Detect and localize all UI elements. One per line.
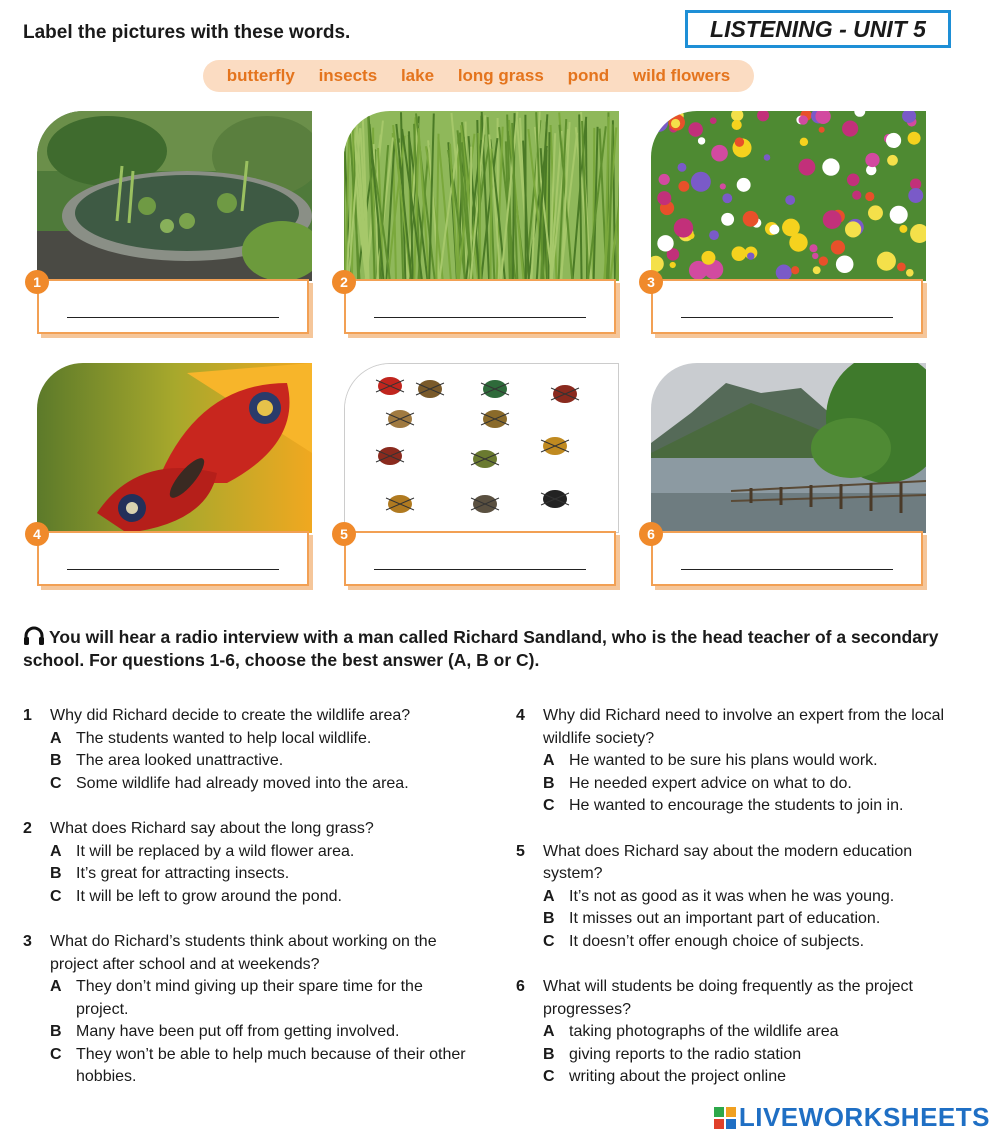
picture-number: 4 xyxy=(25,522,49,546)
option-letter: B xyxy=(50,865,62,882)
picture-number: 3 xyxy=(639,270,663,294)
option-text: The students wanted to help local wildlife. xyxy=(76,729,372,747)
question-1 xyxy=(23,705,493,795)
option[interactable] xyxy=(23,1044,473,1089)
picture-number: 1 xyxy=(25,270,49,294)
option[interactable] xyxy=(516,1066,936,1089)
picture-card-3 xyxy=(647,111,926,336)
option-text: They won’t be able to help much because of their other hobbies. xyxy=(76,1045,466,1085)
question-number: 3 xyxy=(23,933,32,950)
option[interactable] xyxy=(516,1044,936,1067)
picture-card-5 xyxy=(340,363,619,588)
option[interactable] xyxy=(23,750,493,773)
picture-card-6 xyxy=(647,363,926,588)
word-bank-item: long grass xyxy=(457,66,544,85)
option-text: Some wildlife had already moved into the area. xyxy=(76,774,409,792)
question-text: What do Richard’s students think about working on the project after school and at weekends? xyxy=(50,933,437,973)
option-letter: C xyxy=(50,1045,62,1063)
question-2 xyxy=(23,818,493,908)
question-text: What does Richard say about the long grass? xyxy=(50,820,374,837)
option-text: It will be left to grow around the pond. xyxy=(76,887,342,905)
question-number: 4 xyxy=(516,707,525,724)
liveworksheets-logo-icon xyxy=(714,1107,736,1129)
pond-image xyxy=(37,111,312,281)
option-text: Many have been put off from getting involved. xyxy=(76,1023,400,1040)
option[interactable] xyxy=(516,886,1000,909)
question-text: What does Richard say about the modern education system? xyxy=(543,842,913,882)
answer-field[interactable] xyxy=(651,279,923,334)
picture-number: 2 xyxy=(332,270,356,294)
liveworksheets-logo xyxy=(714,1102,990,1133)
question-text: Why did Richard decide to create the wildlife area? xyxy=(50,707,411,724)
option[interactable] xyxy=(23,728,493,751)
question-5 xyxy=(516,841,916,954)
option-text: He needed expert advice on what to do. xyxy=(569,774,852,792)
option-letter: C xyxy=(543,797,555,814)
answer-field[interactable] xyxy=(37,531,309,586)
listening-instructions xyxy=(23,626,973,672)
instruction-text: Label the pictures with these words. xyxy=(23,22,351,43)
answer-line xyxy=(681,569,893,570)
insects-image xyxy=(344,363,619,533)
option[interactable] xyxy=(23,773,493,796)
option-text: He wanted to encourage the students to join in. xyxy=(569,797,904,814)
option-letter: A xyxy=(543,887,555,905)
option-letter: A xyxy=(50,842,62,860)
answer-line xyxy=(67,569,279,570)
answer-field[interactable] xyxy=(344,531,616,586)
answer-line xyxy=(374,569,586,570)
option-text: giving reports to the radio station xyxy=(569,1045,802,1063)
picture-card-2 xyxy=(340,111,619,336)
butterfly-image xyxy=(37,363,312,533)
option-text: The area looked unattractive. xyxy=(76,752,284,769)
option[interactable] xyxy=(516,931,1000,954)
answer-line xyxy=(374,317,586,318)
option[interactable] xyxy=(516,795,971,818)
word-bank-item: butterfly xyxy=(226,66,295,85)
option-letter: B xyxy=(543,1045,555,1063)
picture-card-4 xyxy=(33,363,312,588)
option-text: He wanted to be sure his plans would work. xyxy=(569,752,878,769)
option-letter: B xyxy=(50,752,62,769)
picture-number: 6 xyxy=(639,522,663,546)
option-letter: A xyxy=(543,1023,555,1040)
option-text: They don’t mind giving up their spare time for the project. xyxy=(76,978,423,1018)
option-letter: C xyxy=(50,774,62,792)
wild-flowers-image xyxy=(651,111,926,281)
option-text: writing about the project online xyxy=(569,1068,787,1085)
option-letter: B xyxy=(50,1023,62,1040)
option[interactable] xyxy=(23,976,473,1021)
answer-field[interactable] xyxy=(344,279,616,334)
option-letter: B xyxy=(543,774,555,792)
option-letter: C xyxy=(543,932,555,950)
headphones-icon xyxy=(23,626,45,646)
option-text: It doesn’t offer enough choice of subjects. xyxy=(569,932,865,950)
logo-text: LIVEWORKSHEETS xyxy=(738,1102,990,1132)
option-letter: A xyxy=(543,752,555,769)
word-bank-item: insects xyxy=(318,66,378,85)
long-grass-image xyxy=(344,111,619,281)
answer-field[interactable] xyxy=(651,531,923,586)
question-6 xyxy=(516,976,936,1089)
question-3 xyxy=(23,931,473,1089)
option-text: It misses out an important part of education. xyxy=(569,910,881,927)
option-letter: A xyxy=(50,978,62,995)
option[interactable] xyxy=(23,886,493,909)
word-bank-item: lake xyxy=(400,66,435,85)
questions-left-column xyxy=(23,705,493,1089)
word-bank-item: wild flowers xyxy=(632,66,731,85)
option-letter: B xyxy=(543,910,555,927)
option-letter: C xyxy=(50,887,62,905)
option[interactable] xyxy=(516,1021,936,1044)
question-number: 2 xyxy=(23,820,32,837)
question-number: 6 xyxy=(516,978,525,995)
question-number: 5 xyxy=(516,842,525,860)
option-text: It’s great for attracting insects. xyxy=(76,865,290,882)
option-text: It will be replaced by a wild flower area. xyxy=(76,842,355,860)
answer-line xyxy=(681,317,893,318)
picture-card-1 xyxy=(33,111,312,336)
option-text: taking photographs of the wildlife area xyxy=(569,1023,839,1040)
unit-title: LISTENING - UNIT 5 xyxy=(685,10,951,48)
listening-intro-text: You will hear a radio interview with a man called Richard Sandland, who is the head teacher of a secondary school. For questions 1-6, choose the best answer (A, B or C). xyxy=(23,627,939,670)
option[interactable] xyxy=(23,841,493,864)
questions-right-column xyxy=(516,705,976,1089)
option[interactable] xyxy=(23,1021,473,1044)
answer-line xyxy=(67,317,279,318)
answer-field[interactable] xyxy=(37,279,309,334)
word-bank-item: pond xyxy=(567,66,610,85)
question-number: 1 xyxy=(23,707,32,724)
option[interactable] xyxy=(516,908,1000,931)
word-bank xyxy=(203,60,754,92)
picture-number: 5 xyxy=(332,522,356,546)
option-text: It’s not as good as it was when he was young. xyxy=(569,887,895,905)
lake-image xyxy=(651,363,926,533)
question-4 xyxy=(516,705,971,818)
option[interactable] xyxy=(516,750,971,773)
option[interactable] xyxy=(23,863,493,886)
option-letter: A xyxy=(50,729,62,747)
option-letter: C xyxy=(543,1068,555,1085)
question-text: What will students be doing frequently as the project progresses? xyxy=(543,978,913,1018)
question-text: Why did Richard need to involve an expert from the local wildlife society? xyxy=(543,707,945,747)
option[interactable] xyxy=(516,773,971,796)
